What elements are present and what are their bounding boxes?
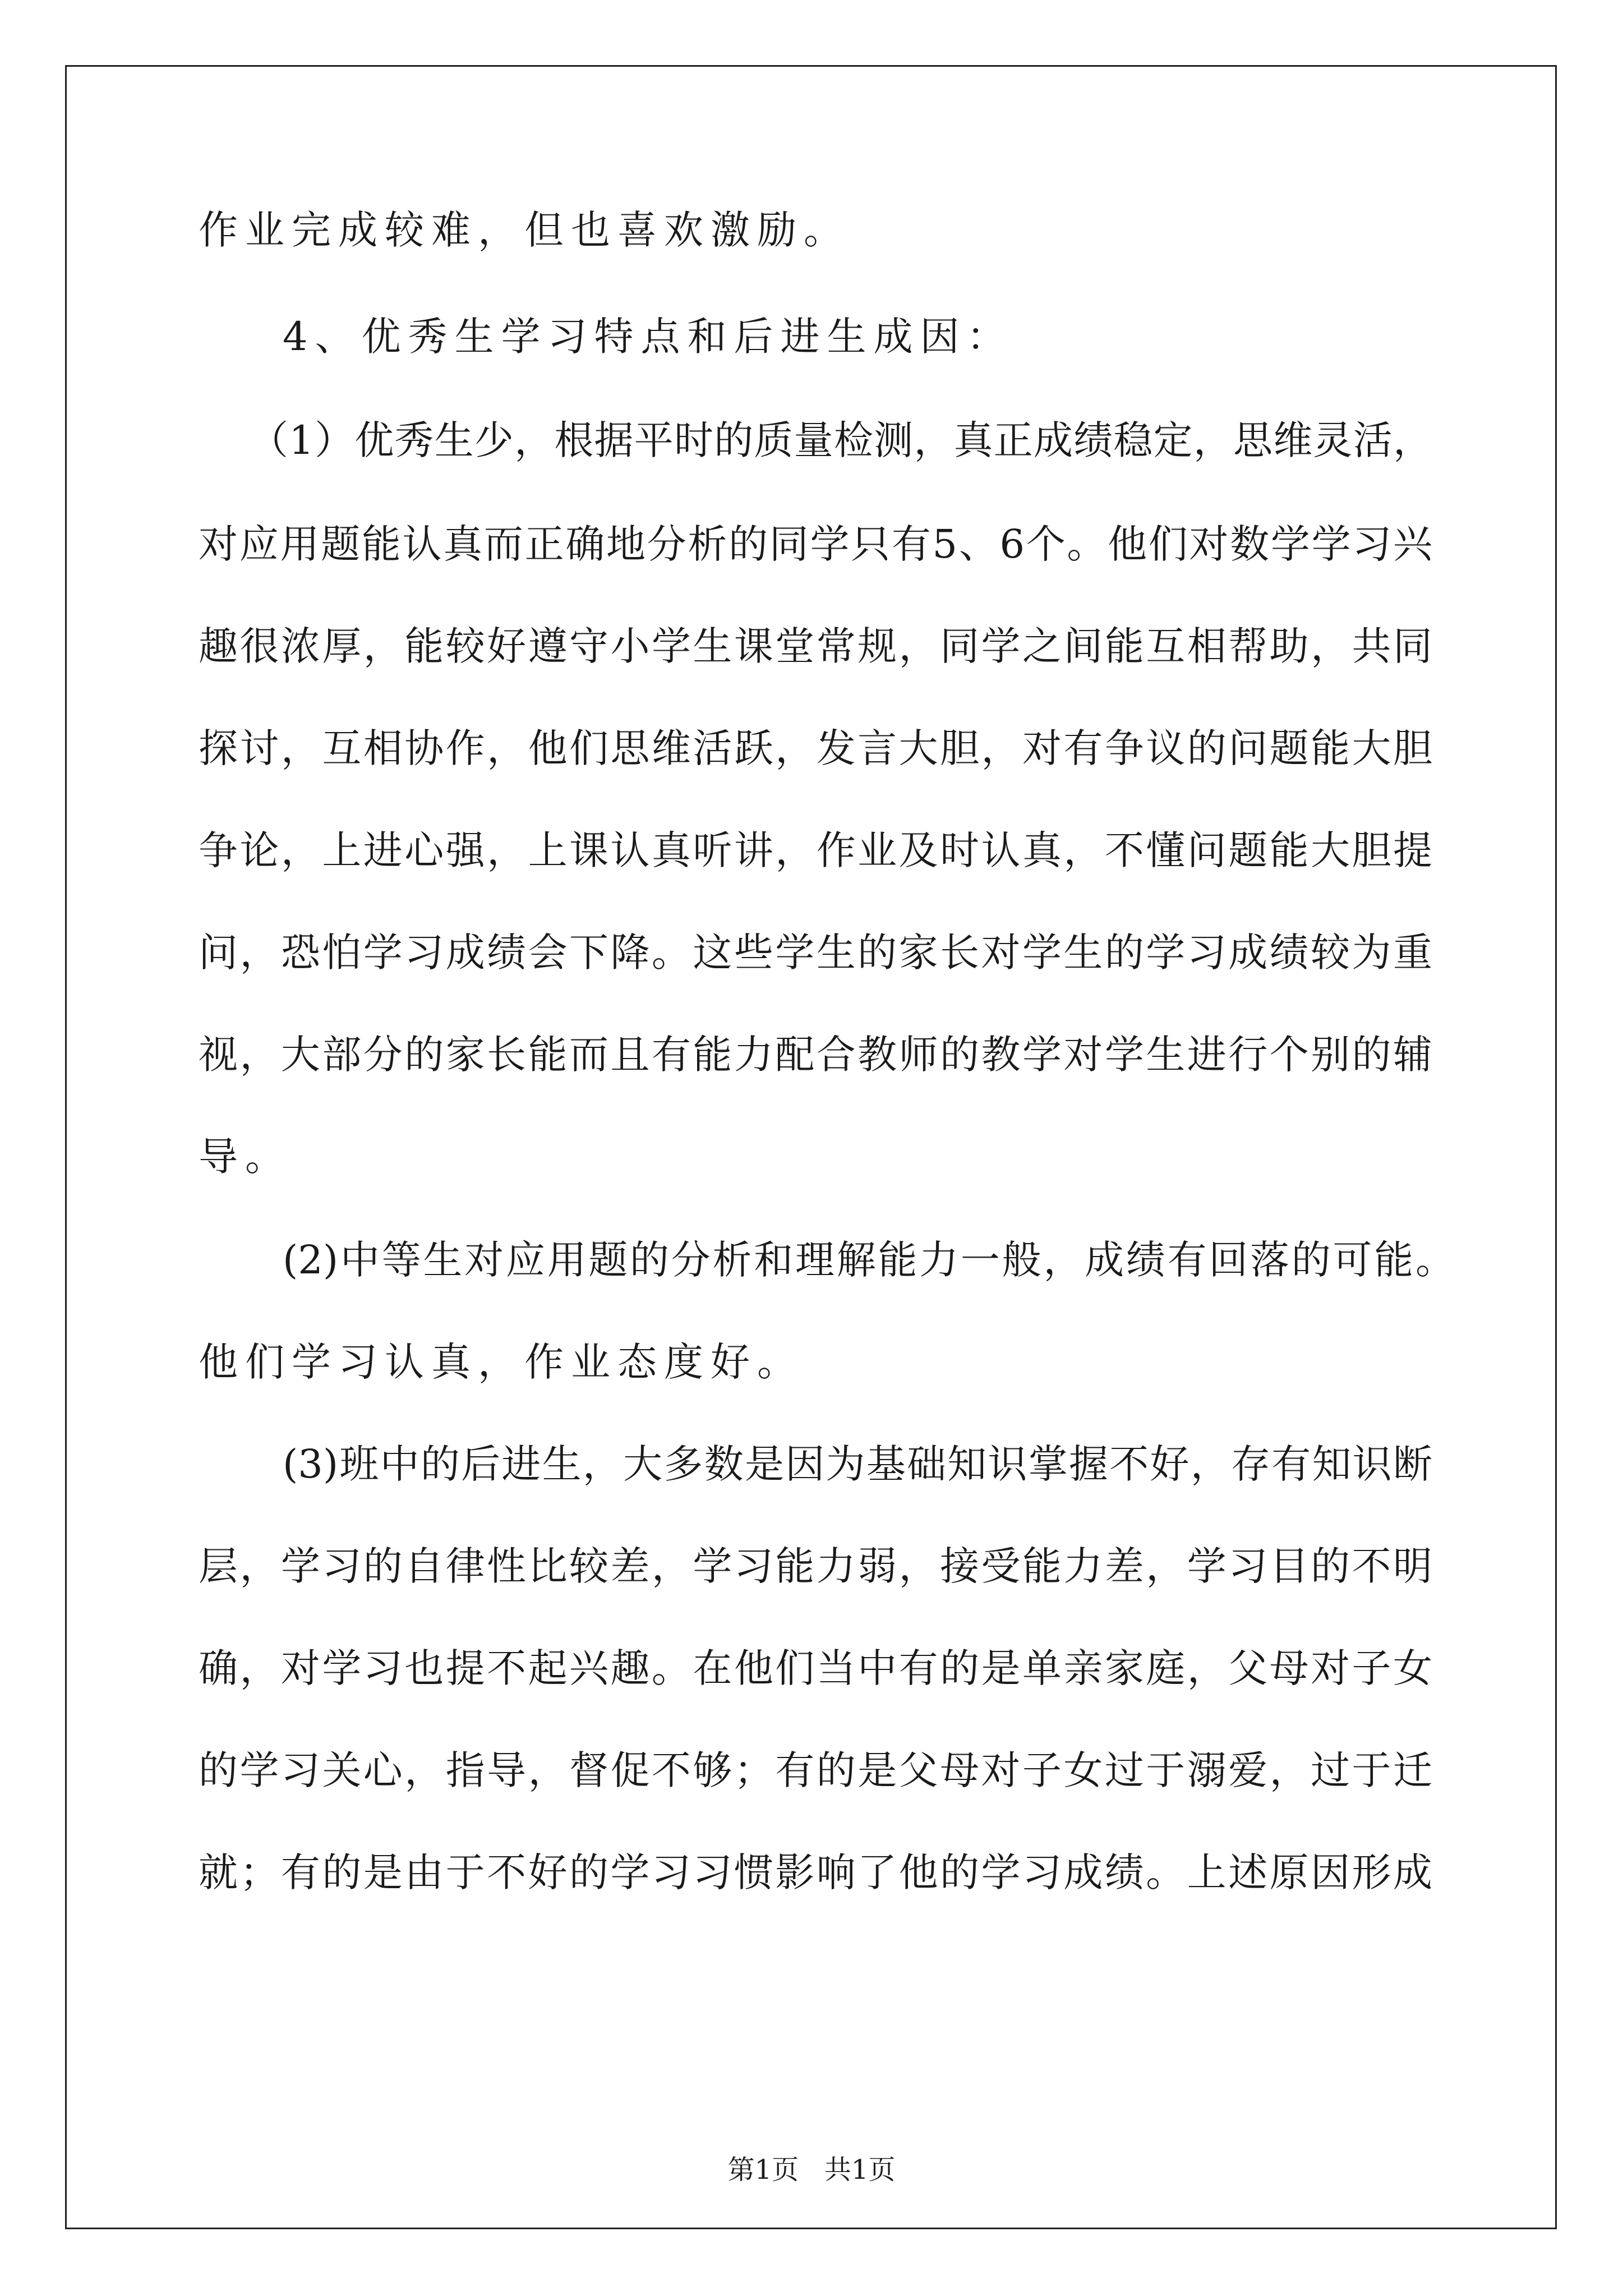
text-line: 层，学习的自律性比较差，学习能力弱，接受能力差，学习目的不明 xyxy=(199,1543,1432,1589)
text-line: 的学习关心，指导，督促不够；有的是父母对子女过于溺爱，过于迁 xyxy=(199,1747,1432,1793)
text-line: 趣很浓厚，能较好遵守小学生课堂常规，同学之间能互相帮助，共同 xyxy=(199,623,1432,669)
text-line: (3)班中的后进生，大多数是因为基础知识掌握不好，存有知识断 xyxy=(283,1441,1432,1487)
text-line: 他们学习认真，作业态度好。 xyxy=(199,1339,804,1385)
text-line: 就；有的是由于不好的学习习惯影响了他的学习成绩。上述原因形成 xyxy=(199,1849,1432,1895)
text-line: 探讨，互相协作，他们思维活跃，发言大胆，对有争议的问题能大胆 xyxy=(199,725,1432,771)
page-footer xyxy=(0,2153,1623,2187)
page-total: 共1页 xyxy=(824,2154,896,2185)
section-heading: 4、优秀生学习特点和后进生成因： xyxy=(283,314,1013,360)
text-line: 导。 xyxy=(199,1134,292,1180)
text-line: 争论，上进心强，上课认真听讲，作业及时认真，不懂问题能大胆提 xyxy=(199,827,1432,873)
text-line: 作业完成较难，但也喜欢激励。 xyxy=(199,207,850,253)
text-line: （1）优秀生少，根据平时的质量检测，真正成绩稳定，思维灵活， xyxy=(249,417,1432,463)
text-line: (2)中等生对应用题的分析和理解能力一般，成绩有回落的可能。 xyxy=(283,1237,1455,1283)
page-number: 第1页 xyxy=(727,2154,799,2185)
text-line: 对应用题能认真而正确地分析的同学只有5、6个。他们对数学学习兴 xyxy=(199,521,1432,567)
text-line: 视，大部分的家长能而且有能力配合教师的教学对学生进行个别的辅 xyxy=(199,1032,1432,1078)
text-line: 确，对学习也提不起兴趣。在他们当中有的是单亲家庭，父母对子女 xyxy=(199,1645,1432,1691)
text-line: 问，恐怕学习成绩会下降。这些学生的家长对学生的学习成绩较为重 xyxy=(199,930,1432,976)
